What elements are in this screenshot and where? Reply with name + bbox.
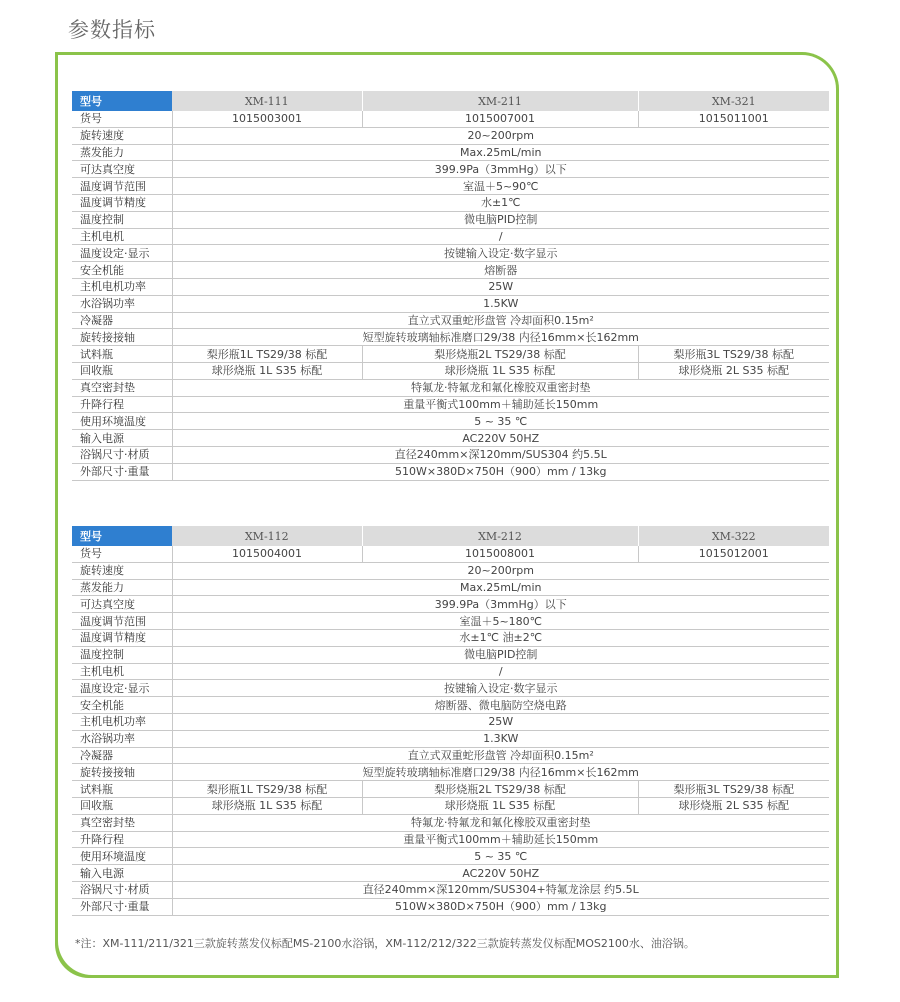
- cell-value: 直立式双重蛇形盘管 冷却面积0.15m²: [172, 747, 829, 764]
- cell-value: 510W×380D×750H（900）mm / 13kg: [172, 898, 829, 915]
- table-row: [72, 127, 829, 144]
- row-label: 安全机能: [72, 697, 172, 714]
- cell-value: 球形烧瓶 1L S35 标配: [362, 797, 638, 814]
- cell-value: 水±1℃: [172, 194, 829, 211]
- cell-value: Max.25mL/min: [172, 579, 829, 596]
- table-row: [72, 579, 829, 596]
- cell-value: 20~200rpm: [172, 127, 829, 144]
- table-row: [72, 764, 829, 781]
- table-header-row: [72, 91, 829, 111]
- row-label: 输入电源: [72, 865, 172, 882]
- cell-value: 梨形烧瓶2L TS29/38 标配: [362, 781, 638, 798]
- cell-value: 20~200rpm: [172, 562, 829, 579]
- table-row: [72, 781, 829, 798]
- row-label: 蒸发能力: [72, 144, 172, 161]
- table-row: [72, 646, 829, 663]
- cell-value: 1015003001: [172, 111, 362, 127]
- table-row: [72, 831, 829, 848]
- row-label: 使用环境温度: [72, 848, 172, 865]
- cell-value: 按键输入设定·数字显示: [172, 245, 829, 262]
- table-row: [72, 161, 829, 178]
- row-label: 货号: [72, 546, 172, 562]
- cell-value: 梨形瓶1L TS29/38 标配: [172, 781, 362, 798]
- row-label: 蒸发能力: [72, 579, 172, 596]
- cell-value: 510W×380D×750H（900）mm / 13kg: [172, 463, 829, 480]
- cell-value: 直径240mm×深120mm/SUS304+特氟龙涂层 约5.5L: [172, 881, 829, 898]
- row-label: 外部尺寸·重量: [72, 463, 172, 480]
- row-label: 回收瓶: [72, 362, 172, 379]
- table-row: [72, 562, 829, 579]
- table-row: [72, 596, 829, 613]
- table-row: [72, 713, 829, 730]
- row-label: 旋转接接轴: [72, 764, 172, 781]
- cell-value: 1015011001: [638, 111, 829, 127]
- row-label: 温度控制: [72, 646, 172, 663]
- table-row: [72, 329, 829, 346]
- table-row: [72, 228, 829, 245]
- cell-value: 25W: [172, 713, 829, 730]
- row-label: 水浴锅功率: [72, 295, 172, 312]
- row-label: 使用环境温度: [72, 413, 172, 430]
- row-label: 旋转接接轴: [72, 329, 172, 346]
- row-label: 温度调节精度: [72, 629, 172, 646]
- table-row: [72, 680, 829, 697]
- cell-value: 室温＋5~180℃: [172, 613, 829, 630]
- table-row: [72, 413, 829, 430]
- row-label: 升降行程: [72, 396, 172, 413]
- table-row: [72, 111, 829, 127]
- cell-value: 重量平衡式100mm＋辅助延长150mm: [172, 831, 829, 848]
- cell-value: 特氟龙·特氟龙和氟化橡胶双重密封垫: [172, 814, 829, 831]
- header-model: XM-212: [362, 526, 638, 546]
- table-row: [72, 730, 829, 747]
- cell-value: 直立式双重蛇形盘管 冷却面积0.15m²: [172, 312, 829, 329]
- row-label: 回收瓶: [72, 797, 172, 814]
- table-row: [72, 848, 829, 865]
- row-label: 旋转速度: [72, 562, 172, 579]
- spec-table-2: [72, 526, 829, 916]
- cell-value: 5 ~ 35 ℃: [172, 848, 829, 865]
- cell-value: 直径240mm×深120mm/SUS304 约5.5L: [172, 446, 829, 463]
- table-row: [72, 629, 829, 646]
- table-row: [72, 463, 829, 480]
- cell-value: 球形烧瓶 1L S35 标配: [362, 362, 638, 379]
- table-header-row: [72, 526, 829, 546]
- row-label: 冷凝器: [72, 747, 172, 764]
- cell-value: 25W: [172, 278, 829, 295]
- row-label: 冷凝器: [72, 312, 172, 329]
- row-label: 可达真空度: [72, 596, 172, 613]
- spec-table-1: [72, 91, 829, 481]
- cell-value: 1015007001: [362, 111, 638, 127]
- cell-value: 微电脑PID控制: [172, 211, 829, 228]
- table-row: [72, 211, 829, 228]
- cell-value: 399.9Pa（3mmHg）以下: [172, 161, 829, 178]
- table-row: [72, 396, 829, 413]
- header-model: XM-211: [362, 91, 638, 111]
- table-row: [72, 430, 829, 447]
- row-label: 可达真空度: [72, 161, 172, 178]
- table-row: [72, 379, 829, 396]
- cell-value: 梨形烧瓶2L TS29/38 标配: [362, 346, 638, 363]
- cell-value: 按键输入设定·数字显示: [172, 680, 829, 697]
- table-row: [72, 865, 829, 882]
- header-label: 型号: [72, 526, 172, 546]
- row-label: 主机电机: [72, 228, 172, 245]
- cell-value: 1.5KW: [172, 295, 829, 312]
- cell-value: 球形烧瓶 1L S35 标配: [172, 797, 362, 814]
- header-model: XM-322: [638, 526, 829, 546]
- table-row: [72, 797, 829, 814]
- table-row: [72, 178, 829, 195]
- header-model: XM-111: [172, 91, 362, 111]
- table-row: [72, 546, 829, 562]
- cell-value: 梨形瓶3L TS29/38 标配: [638, 781, 829, 798]
- table-row: [72, 245, 829, 262]
- row-label: 真空密封垫: [72, 379, 172, 396]
- table-row: [72, 446, 829, 463]
- row-label: 浴锅尺寸·材质: [72, 446, 172, 463]
- table-row: [72, 613, 829, 630]
- cell-value: 1.3KW: [172, 730, 829, 747]
- cell-value: 熔断器、微电脑防空烧电路: [172, 697, 829, 714]
- row-label: 温度设定·显示: [72, 245, 172, 262]
- cell-value: 室温＋5~90℃: [172, 178, 829, 195]
- header-model: XM-112: [172, 526, 362, 546]
- cell-value: 短型旋转玻璃轴标准磨口29/38 内径16mm×长162mm: [172, 764, 829, 781]
- row-label: 外部尺寸·重量: [72, 898, 172, 915]
- table-row: [72, 362, 829, 379]
- row-label: 试料瓶: [72, 781, 172, 798]
- row-label: 主机电机功率: [72, 713, 172, 730]
- row-label: 温度调节范围: [72, 178, 172, 195]
- row-label: 水浴锅功率: [72, 730, 172, 747]
- table-row: [72, 346, 829, 363]
- table-row: [72, 312, 829, 329]
- table-row: [72, 262, 829, 279]
- cell-value: /: [172, 663, 829, 680]
- cell-value: 1015008001: [362, 546, 638, 562]
- cell-value: 微电脑PID控制: [172, 646, 829, 663]
- cell-value: 1015012001: [638, 546, 829, 562]
- cell-value: /: [172, 228, 829, 245]
- header-label: 型号: [72, 91, 172, 111]
- table-row: [72, 814, 829, 831]
- row-label: 输入电源: [72, 430, 172, 447]
- row-label: 主机电机: [72, 663, 172, 680]
- row-label: 温度调节范围: [72, 613, 172, 630]
- row-label: 旋转速度: [72, 127, 172, 144]
- table-row: [72, 663, 829, 680]
- cell-value: AC220V 50HZ: [172, 430, 829, 447]
- cell-value: 1015004001: [172, 546, 362, 562]
- cell-value: 梨形瓶1L TS29/38 标配: [172, 346, 362, 363]
- cell-value: 重量平衡式100mm＋辅助延长150mm: [172, 396, 829, 413]
- row-label: 温度控制: [72, 211, 172, 228]
- cell-value: Max.25mL/min: [172, 144, 829, 161]
- row-label: 浴锅尺寸·材质: [72, 881, 172, 898]
- cell-value: 水±1℃ 油±2℃: [172, 629, 829, 646]
- row-label: 温度调节精度: [72, 194, 172, 211]
- row-label: 主机电机功率: [72, 278, 172, 295]
- table-row: [72, 278, 829, 295]
- row-label: 升降行程: [72, 831, 172, 848]
- cell-value: 特氟龙·特氟龙和氟化橡胶双重密封垫: [172, 379, 829, 396]
- cell-value: 短型旋转玻璃轴标准磨口29/38 内径16mm×长162mm: [172, 329, 829, 346]
- cell-value: 399.9Pa（3mmHg）以下: [172, 596, 829, 613]
- cell-value: 球形烧瓶 2L S35 标配: [638, 362, 829, 379]
- cell-value: 熔断器: [172, 262, 829, 279]
- cell-value: 梨形瓶3L TS29/38 标配: [638, 346, 829, 363]
- table-row: [72, 144, 829, 161]
- row-label: 货号: [72, 111, 172, 127]
- cell-value: AC220V 50HZ: [172, 865, 829, 882]
- row-label: 真空密封垫: [72, 814, 172, 831]
- table-row: [72, 747, 829, 764]
- row-label: 试料瓶: [72, 346, 172, 363]
- cell-value: 球形烧瓶 2L S35 标配: [638, 797, 829, 814]
- table-row: [72, 194, 829, 211]
- table-row: [72, 295, 829, 312]
- row-label: 安全机能: [72, 262, 172, 279]
- header-model: XM-321: [638, 91, 829, 111]
- cell-value: 球形烧瓶 1L S35 标配: [172, 362, 362, 379]
- table-row: [72, 898, 829, 915]
- table-row: [72, 881, 829, 898]
- page-title: 参数指标: [68, 18, 156, 42]
- row-label: 温度设定·显示: [72, 680, 172, 697]
- table-row: [72, 697, 829, 714]
- cell-value: 5 ~ 35 ℃: [172, 413, 829, 430]
- footnote: *注：XM-111/211/321三款旋转蒸发仪标配MS-2100水浴锅，XM-112/212/322三款旋转蒸发仪标配MOS2100水、油浴锅。: [75, 937, 695, 950]
